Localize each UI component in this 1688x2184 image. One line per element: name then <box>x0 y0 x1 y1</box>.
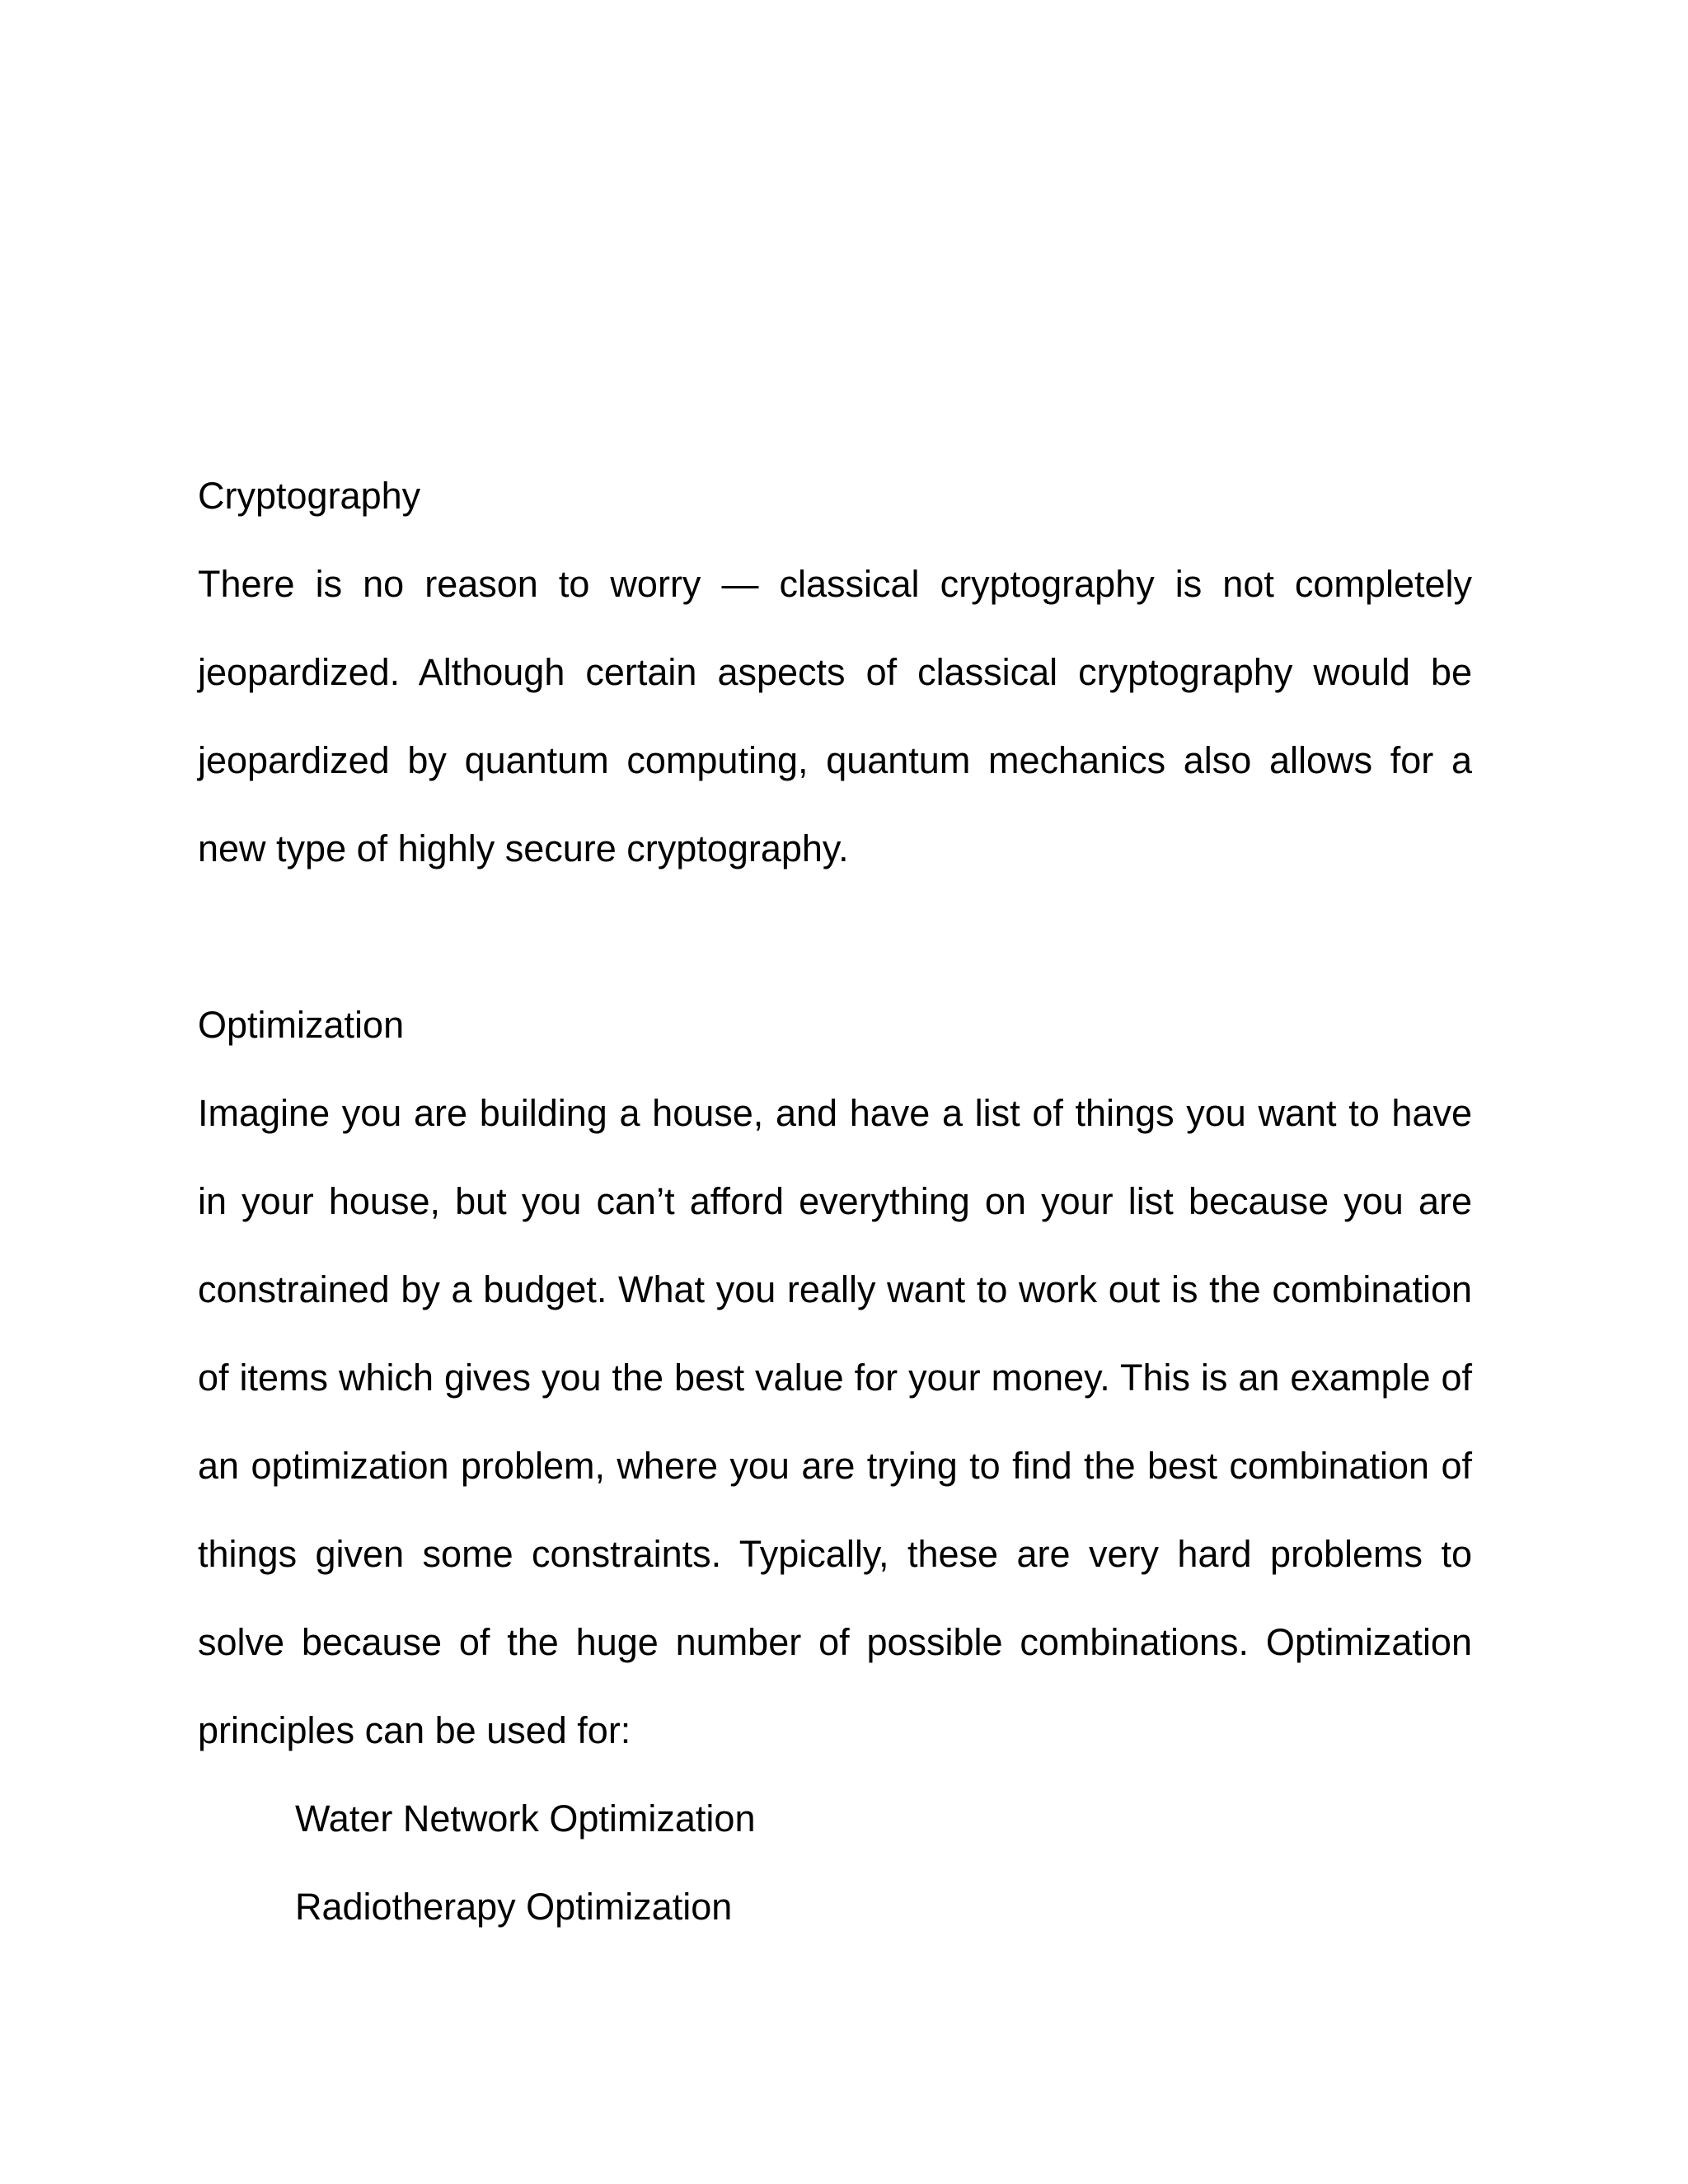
document-body <box>198 452 1472 1951</box>
section-optimization <box>198 981 1472 1951</box>
list-item: Water Network Optimization <box>295 1797 756 1840</box>
paragraph-optimization: Imagine you are building a house, and have a list of things you want to have in your house, but you can’t afford everything on your list because you are constrained by a budget. What you really want to work out is the combination of items which gives you the best value for your money. This is an example of an optimization problem, where you are trying to find the best combination of things given some constraints. Typically, these are very hard problems to solve because of the huge number of possible combinations. Optimization principles can be used for: <box>198 1092 1472 1751</box>
optimization-uses-list <box>198 1774 1472 1951</box>
section-cryptography <box>198 452 1472 893</box>
section-heading-cryptography: Cryptography <box>198 475 421 517</box>
list-item: Radiotherapy Optimization <box>295 1886 733 1928</box>
paragraph-cryptography: There is no reason to worry — classical cryptography is not completely jeopardized. Although certain aspects of classical cryptography would be jeopardized by quantum computing, quantum mechanics also allows for a new type of highly secure cryptography. <box>198 563 1472 869</box>
section-spacer <box>198 893 1472 981</box>
section-heading-optimization: Optimization <box>198 1004 405 1046</box>
